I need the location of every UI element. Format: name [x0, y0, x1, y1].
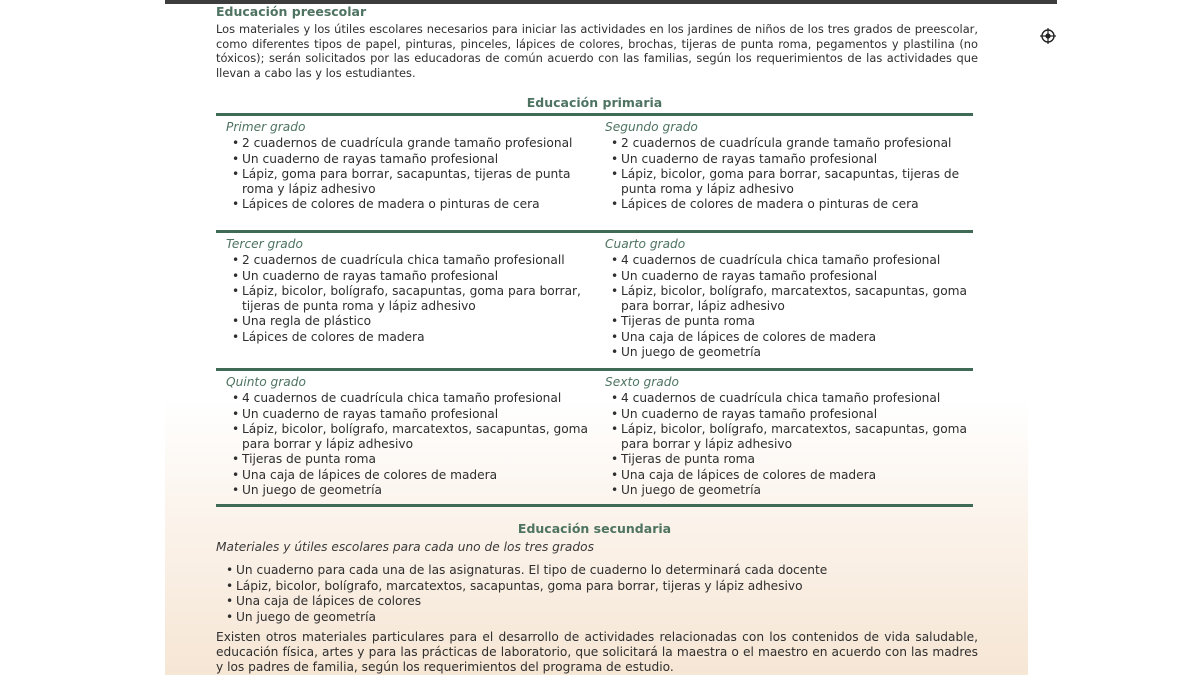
list-item: • Un cuaderno de rayas tamaño profesional [226, 407, 598, 421]
grade-cell-primer [226, 120, 598, 213]
list-item: • Un juego de geometría [226, 483, 598, 497]
grade-title: Sexto grado [605, 375, 679, 389]
preescolar-heading: Educación preescolar [216, 4, 367, 19]
list-item: • Lápiz, bicolor, bolígrafo, marcatextos, sacapuntas, goma para borrar, tijeras y lápiz adhesivo [220, 579, 980, 593]
supply-list [605, 253, 977, 360]
secundaria-supply-list [220, 563, 980, 625]
list-item: • 4 cuadernos de cuadrícula chica tamaño profesional [605, 253, 977, 267]
list-item: • 4 cuadernos de cuadrícula chica tamaño profesional [605, 391, 977, 405]
list-item: • Un juego de geometría [220, 610, 980, 624]
list-item: • Lápiz, bicolor, bolígrafo, marcatextos, sacapuntas, goma para borrar y lápiz adhesivo [605, 422, 977, 451]
list-item: • Un cuaderno de rayas tamaño profesional [226, 152, 598, 166]
table-rule [216, 504, 973, 507]
list-item: • Lápiz, bicolor, bolígrafo, marcatextos, sacapuntas, goma para borrar y lápiz adhesivo [226, 422, 598, 451]
supply-list [226, 253, 598, 344]
supply-list [226, 391, 598, 498]
list-item: • Tijeras de punta roma [605, 314, 977, 328]
list-item: • Lápiz, bicolor, bolígrafo, marcatextos, sacapuntas, goma para borrar, lápiz adhesivo [605, 284, 977, 313]
secundaria-note: Existen otros materiales particulares para el desarrollo de actividades relacionadas con los contenidos de vida saludable, educación física, artes y para las prácticas de laboratorio, que solicitará la maestra o el maestro en acuerdo con las madres y los padres de familia, según los requerimientos del programa de estudio. [216, 630, 978, 674]
list-item: • Una caja de lápices de colores de madera [605, 468, 977, 482]
list-item: • 2 cuadernos de cuadrícula grande tamaño profesional [605, 136, 977, 150]
table-rule [216, 113, 973, 116]
list-item: • Lápices de colores de madera o pinturas de cera [226, 197, 598, 211]
list-item: • Una regla de plástico [226, 314, 598, 328]
grade-cell-tercer [226, 237, 598, 345]
registration-target-icon [1040, 28, 1056, 44]
list-item: • Una caja de lápices de colores [220, 594, 980, 608]
list-item: • 2 cuadernos de cuadrícula chica tamaño profesionall [226, 253, 598, 267]
secundaria-heading: Educación secundaria [517, 521, 672, 536]
list-item: • Tijeras de punta roma [605, 452, 977, 466]
grade-cell-segundo [605, 120, 977, 213]
list-item: • Lápiz, goma para borrar, sacapuntas, tijeras de punta roma y lápiz adhesivo [226, 167, 598, 196]
list-item: • Un juego de geometría [605, 345, 977, 359]
primaria-heading: Educación primaria [526, 95, 663, 110]
list-item: • Lápices de colores de madera [226, 330, 598, 344]
supply-list [605, 136, 977, 212]
grade-title: Cuarto grado [605, 237, 686, 251]
grade-cell-cuarto [605, 237, 977, 361]
list-item: • Una caja de lápices de colores de madera [605, 330, 977, 344]
list-item: • Un cuaderno de rayas tamaño profesional [605, 269, 977, 283]
list-item: • Lápiz, bicolor, bolígrafo, sacapuntas, goma para borrar, tijeras de punta roma y lápiz adhesivo [226, 284, 598, 313]
table-rule [216, 368, 973, 371]
grade-title: Quinto grado [226, 375, 306, 389]
list-item: • Lápices de colores de madera o pinturas de cera [605, 197, 977, 211]
list-item: • Un cuaderno de rayas tamaño profesional [605, 152, 977, 166]
preescolar-paragraph: Los materiales y los útiles escolares necesarios para iniciar las actividades en los jardines de niños de los tres grados de preescolar, como diferentes tipos de papel, pinturas, pinceles, lápices de colores, brochas, tijeras de punta roma, pegamentos y plastilina (no tóxicos); serán solicitados por las educadoras de común acuerdo con las familias, según los requerimientos de las actividades que llevan a cabo las y los estudiantes. [216, 22, 978, 81]
list-item: • Un juego de geometría [605, 483, 977, 497]
grade-title: Tercer grado [226, 237, 303, 251]
grade-title: Primer grado [226, 120, 306, 134]
list-item: • Tijeras de punta roma [226, 452, 598, 466]
supply-list [605, 391, 977, 498]
grade-title: Segundo grado [605, 120, 698, 134]
list-item: • Un cuaderno para cada una de las asignaturas. El tipo de cuaderno lo determinará cada docente [220, 563, 980, 577]
grade-cell-quinto [226, 375, 598, 499]
supply-list [226, 136, 598, 212]
list-item: • 4 cuadernos de cuadrícula chica tamaño profesional [226, 391, 598, 405]
list-item: • 2 cuadernos de cuadrícula grande tamaño profesional [226, 136, 598, 150]
list-item: • Una caja de lápices de colores de madera [226, 468, 598, 482]
grade-cell-sexto [605, 375, 977, 499]
secundaria-subtitle: Materiales y útiles escolares para cada uno de los tres grados [216, 540, 594, 554]
list-item: • Un cuaderno de rayas tamaño profesional [605, 407, 977, 421]
list-item: • Un cuaderno de rayas tamaño profesional [226, 269, 598, 283]
table-rule [216, 230, 973, 233]
list-item: • Lápiz, bicolor, goma para borrar, sacapuntas, tijeras de punta roma y lápiz adhesivo [605, 167, 977, 196]
